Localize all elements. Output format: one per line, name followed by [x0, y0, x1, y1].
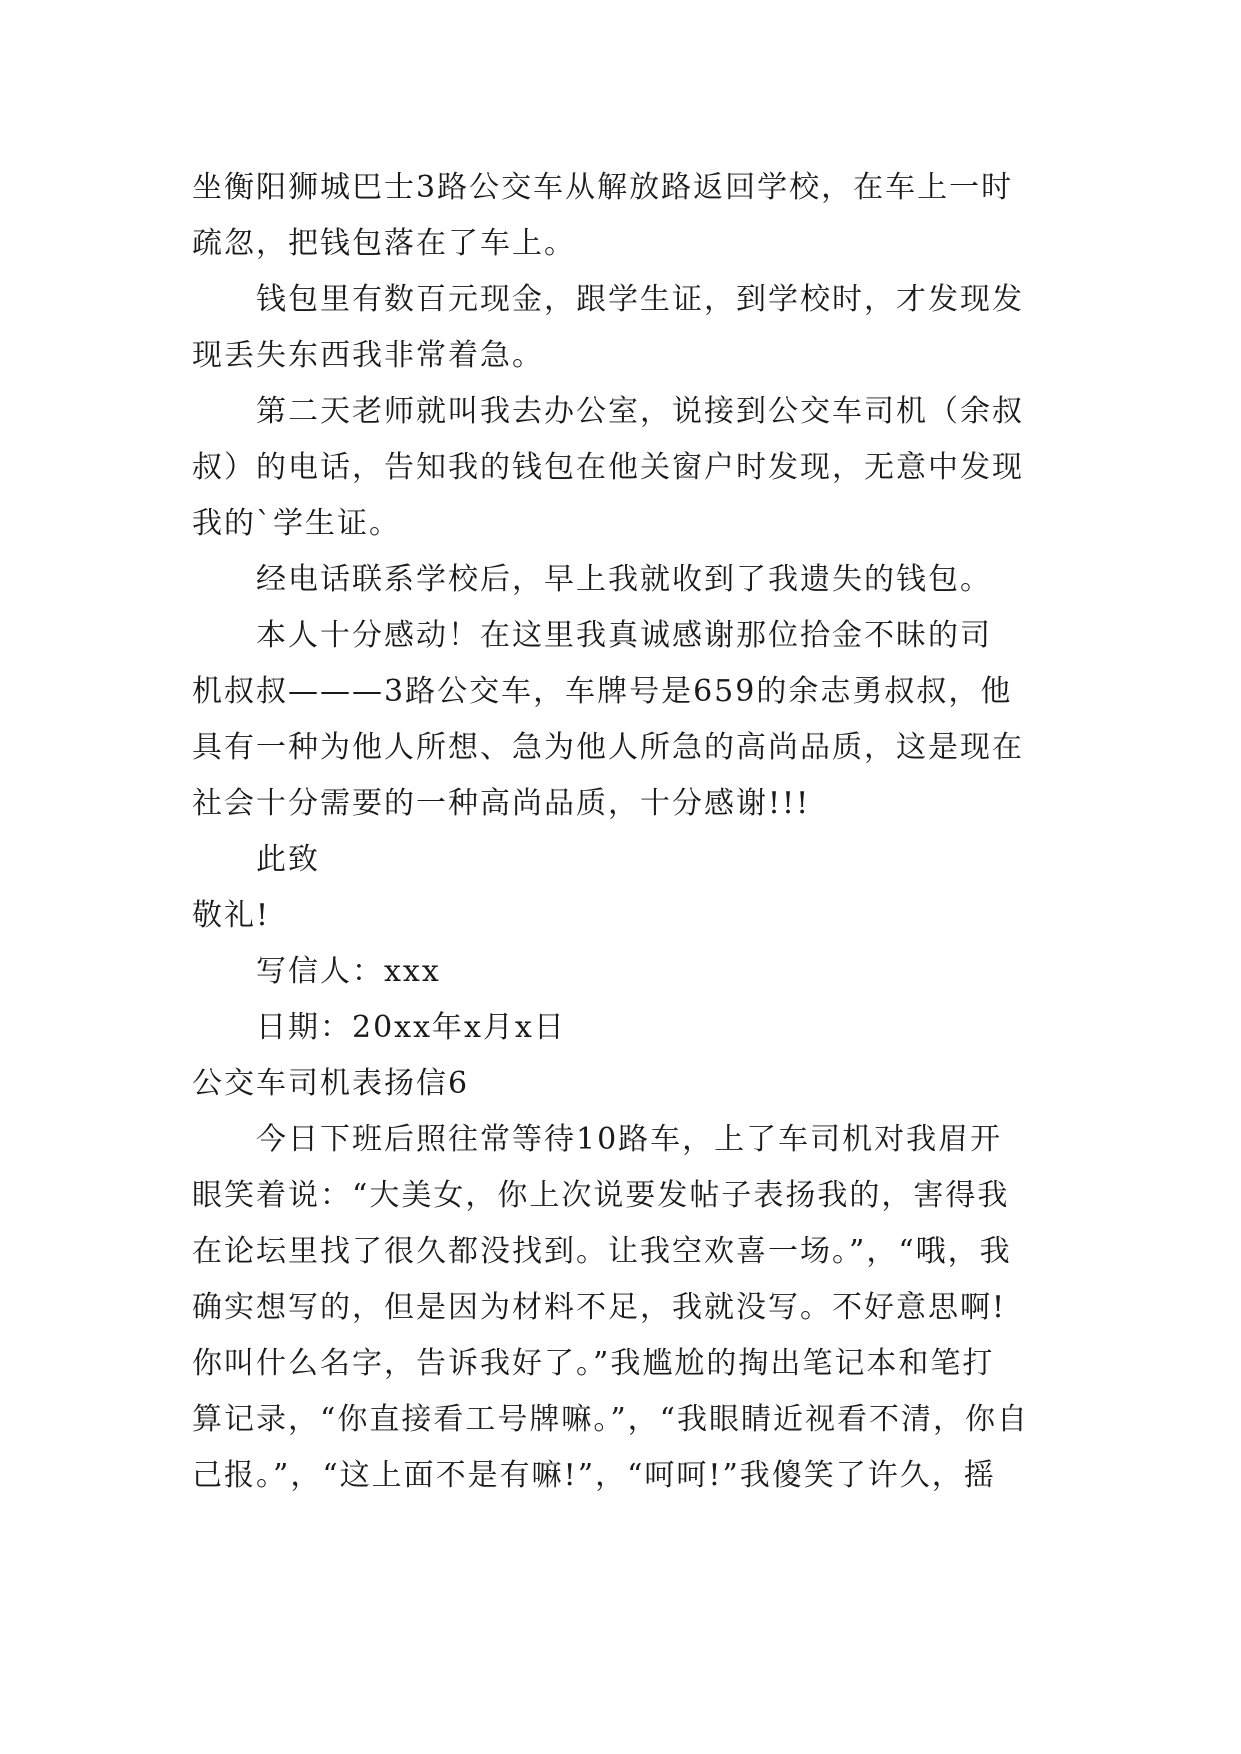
text-line: 现丢失东西我非常着急。 — [192, 338, 544, 373]
text-line: 钱包里有数百元现金，跟学生证，到学校时，才发现发 — [256, 282, 1024, 317]
text-line: 本人十分感动！在这里我真诚感谢那位拾金不昧的司 — [256, 618, 992, 653]
text-line: 叔）的电话，告知我的钱包在他关窗户时发现，无意中发现 — [192, 450, 1024, 485]
text-line: 坐衡阳狮城巴士3路公交车从解放路返回学校，在车上一时 — [192, 170, 1014, 205]
text-line: 我的`学生证。 — [192, 506, 401, 541]
text-line: 具有一种为他人所想、急为他人所急的高尚品质，这是现在 — [192, 730, 1024, 765]
text-line: 写信人：xxx — [256, 954, 441, 989]
text-line: 公交车司机表扬信6 — [192, 1066, 470, 1101]
text-line: 敬礼! — [192, 898, 271, 933]
text-line: 机叔叔———3路公交车，车牌号是659的余志勇叔叔，他 — [192, 674, 1013, 709]
text-line: 算记录，“你直接看工号牌嘛。”，“我眼睛近视看不清，你自 — [192, 1402, 1030, 1437]
document-body — [192, 160, 1052, 1504]
text-line: 在论坛里找了很久都没找到。让我空欢喜一场。”，“哦，我 — [192, 1234, 1012, 1269]
text-line: 今日下班后照往常等待10路车，上了车司机对我眉开 — [256, 1122, 1003, 1157]
text-line: 社会十分需要的一种高尚品质，十分感谢!!! — [192, 786, 811, 821]
text-line: 己报。”，“这上面不是有嘛!”，“呵呵!”我傻笑了许久，摇 — [192, 1458, 996, 1493]
text-line: 日期：20xx年x月x日 — [256, 1010, 566, 1045]
text-line: 第二天老师就叫我去办公室，说接到公交车司机（余叔 — [256, 394, 1024, 429]
text-line: 疏忽，把钱包落在了车上。 — [192, 226, 576, 261]
text-line: 你叫什么名字，告诉我好了。”我尴尬的掏出笔记本和笔打 — [192, 1346, 995, 1381]
text-line: 眼笑着说：“大美女，你上次说要发帖子表扬我的，害得我 — [192, 1178, 1010, 1213]
text-line: 经电话联系学校后，早上我就收到了我遗失的钱包。 — [256, 562, 992, 597]
text-line: 此致 — [256, 842, 320, 877]
text-line: 确实想写的，但是因为材料不足，我就没写。不好意思啊! — [192, 1290, 1007, 1325]
